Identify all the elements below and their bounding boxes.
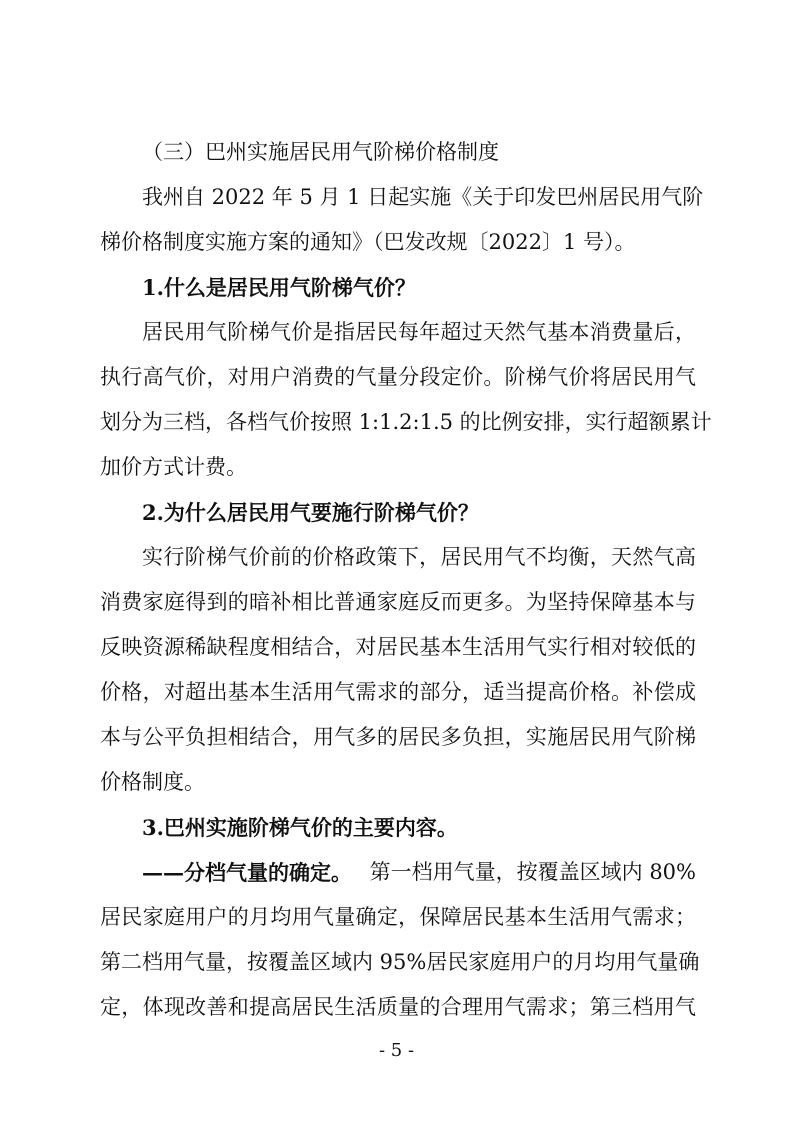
q1-text-line-1: 居民用气阶梯气价是指居民每年超过天然气基本消费量后， [142, 320, 696, 344]
q2-text-line-2: 消费家庭得到的暗补相比普通家庭反而更多。为坚持保障基本与 [100, 590, 696, 614]
intro-line-2: 梯价格制度实施方案的通知》（巴发改规〔2022〕1 号）。 [100, 230, 636, 254]
q1-text-line-3: 划分为三档，各档气价按照 1:1.2:1.5 的比例安排，实行超额累计 [100, 410, 712, 434]
q3-lead: ——分档气量的确定。 [142, 860, 352, 885]
q2-text-line-1: 实行阶梯气价前的价格政策下，居民用气不均衡，天然气高 [142, 545, 696, 569]
q3-heading: 3.巴州实施阶梯气价的主要内容。 [142, 815, 458, 840]
q3-paragraph-line-1 [100, 850, 696, 895]
q1-text-line-4: 加价方式计费。 [100, 455, 247, 479]
section-title: （三）巴州实施居民用气阶梯价格制度 [142, 140, 499, 164]
q3-text-line-1: 第一档用气量，按覆盖区域内 80% [369, 860, 696, 884]
q2-text-line-5: 本与公平负担相结合，用气多的居民多负担，实施居民用气阶梯 [100, 725, 696, 749]
q2-text-line-6: 价格制度。 [100, 770, 205, 794]
q2-text-line-3: 反映资源稀缺程度相结合，对居民基本生活用气实行相对较低的 [100, 635, 696, 659]
q2-text-line-4: 价格，对超出基本生活用气需求的部分，适当提高价格。补偿成 [100, 680, 696, 704]
page-number: - 5 - [378, 1040, 415, 1061]
intro-line-1: 我州自 2022 年 5 月 1 日起实施《关于印发巴州居民用气阶 [142, 185, 704, 209]
q2-heading: 2.为什么居民用气要施行阶梯气价？ [142, 500, 479, 525]
q3-text-line-4: 定，体现改善和提高居民生活质量的合理用气需求；第三档用气 [100, 995, 696, 1019]
q3-text-line-3: 第二档用气量，按覆盖区域内 95%居民家庭用户的月均用气量确 [100, 950, 700, 974]
q1-heading: 1.什么是居民用气阶梯气价？ [142, 275, 416, 300]
q3-text-line-2: 居民家庭用户的月均用气量确定，保障居民基本生活用气需求； [100, 905, 696, 929]
q1-text-line-2: 执行高气价，对用户消费的气量分段定价。阶梯气价将居民用气 [100, 365, 696, 389]
document-body [100, 130, 712, 1030]
